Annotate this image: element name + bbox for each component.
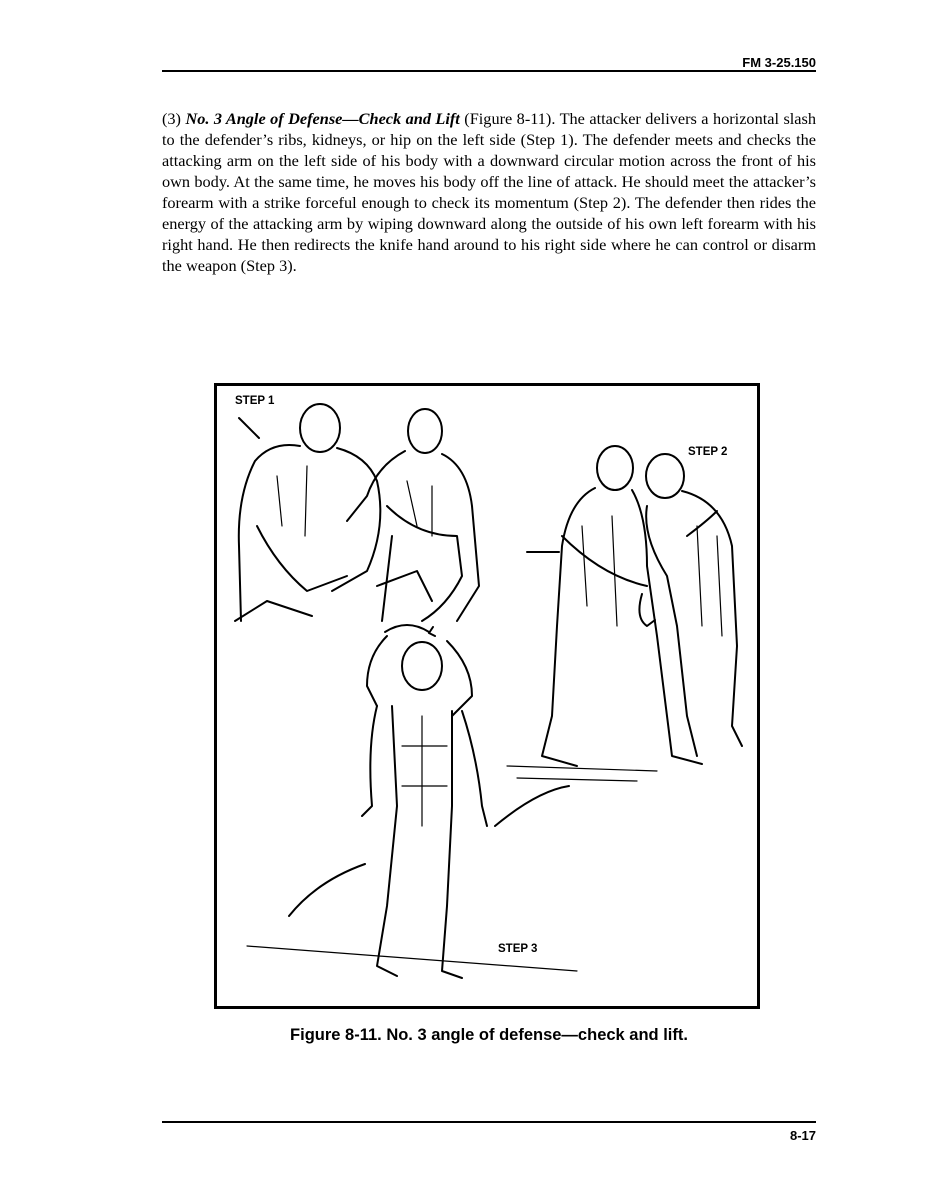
step3-arrow — [385, 625, 429, 632]
step1-defender-figure — [347, 409, 479, 621]
header-rule — [162, 70, 816, 72]
paragraph-title: No. 3 Angle of Defense—Check and Lift — [185, 109, 460, 128]
step3-label: STEP 3 — [498, 943, 538, 955]
step2-step3-connector — [495, 786, 569, 826]
step3-left-connector — [289, 864, 365, 916]
step2-attacker-figure — [646, 454, 742, 756]
manual-id: FM 3-25.150 — [742, 55, 816, 70]
step3-ground — [247, 946, 577, 971]
body-paragraph — [162, 108, 816, 276]
step2-defender-figure — [542, 446, 702, 766]
page-number: 8-17 — [789, 1128, 816, 1143]
footer-rule — [162, 1121, 816, 1123]
paragraph-body: (Figure 8-11). The attacker delivers a horizontal slash to the defender’s ribs, kidneys, or hip on the left side (Step 1). The defender meets and checks the attacking arm on the left side of his body with a downward circular motion across the front of his own body. At the same time, he moves his body off the line of attack. He should meet the attacker’s forearm with a strike forceful enough to check its momentum (Step 2). The defender then rides the energy of the attacking arm by wiping downward along the outside of his own left forearm with his right hand. He then redirects the knife hand around to his right side where he can control or disarm the weapon (Step 3). — [162, 109, 817, 275]
step3-defender-figure — [362, 636, 487, 978]
figure-frame — [214, 383, 760, 1009]
paragraph-lead: (3) — [162, 109, 186, 128]
step2-ground — [507, 766, 657, 781]
figure-illustration — [217, 386, 757, 1006]
step1-pointer — [239, 418, 259, 438]
figure-caption: Figure 8-11. No. 3 angle of defense—check and lift. — [290, 1026, 688, 1044]
step2-label: STEP 2 — [688, 446, 728, 458]
step1-label: STEP 1 — [235, 395, 275, 407]
